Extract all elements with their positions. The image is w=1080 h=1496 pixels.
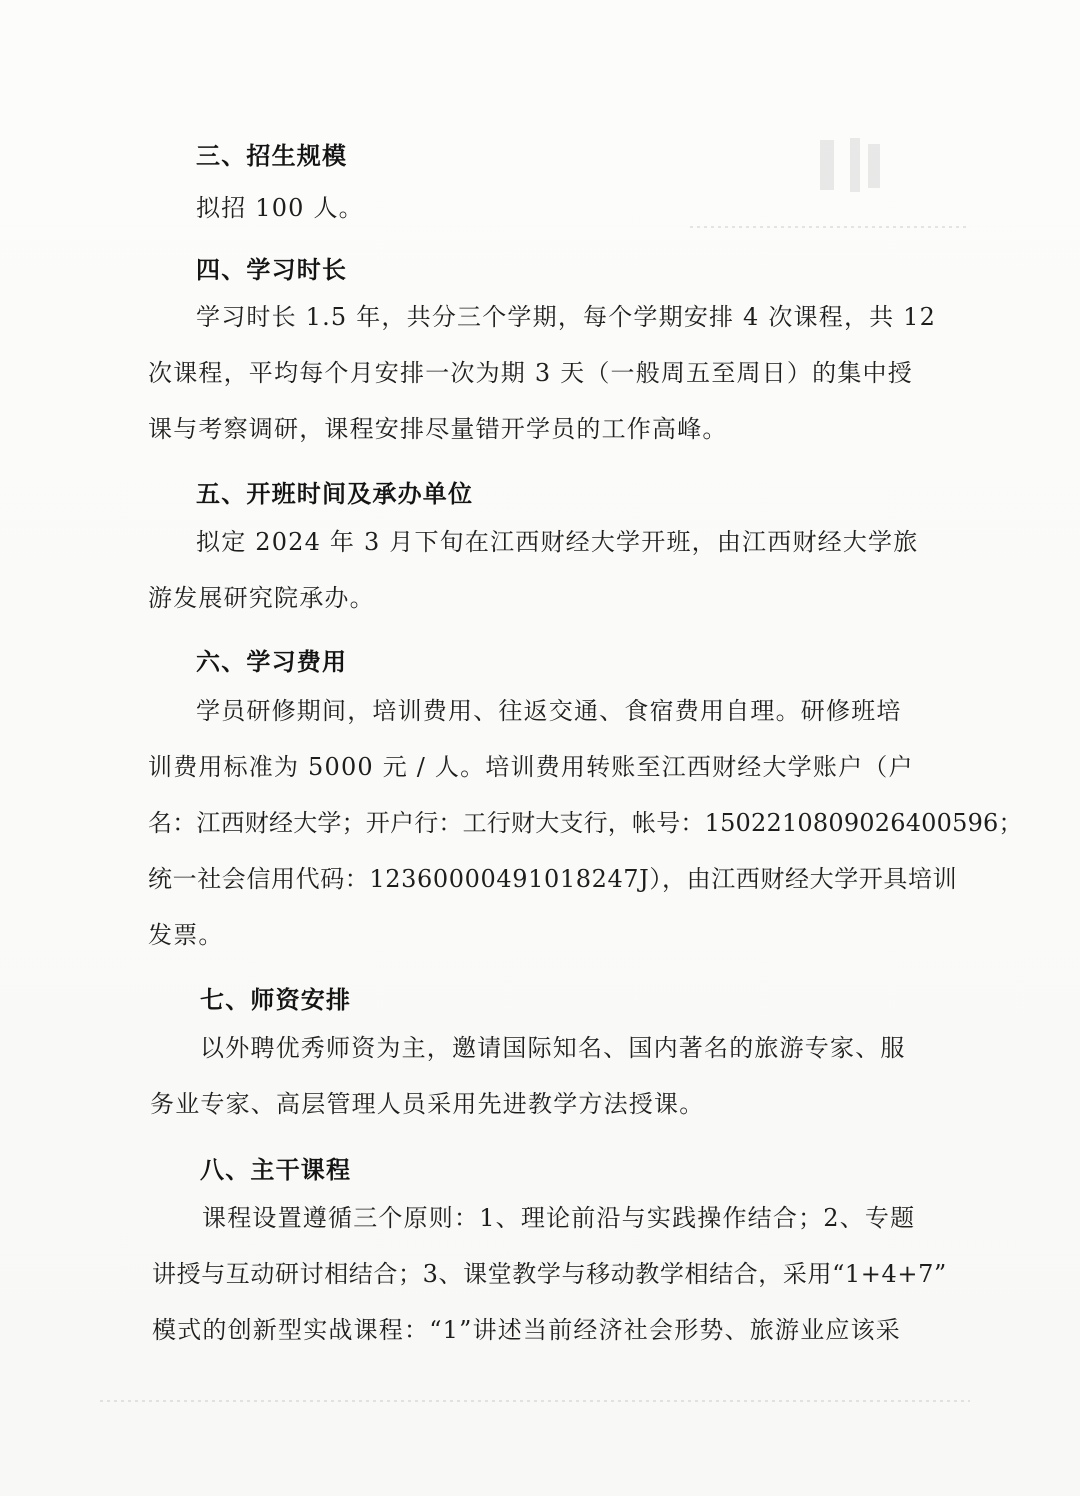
- text-line: 讲授与互动研讨相结合；3、课堂教学与移动教学相结合，采用“1+4+7”: [152, 1260, 947, 1288]
- section-heading-courses: 八、主干课程: [200, 1156, 352, 1184]
- section-heading-duration: 四、学习时长: [196, 256, 348, 284]
- section-body-enrollment: [196, 180, 364, 236]
- section-body-duration: [148, 289, 936, 457]
- section-heading-enrollment: 三、招生规模: [196, 142, 348, 170]
- section-heading-faculty: 七、师资安排: [200, 986, 352, 1014]
- text-line: 拟招 100 人。: [196, 194, 364, 222]
- text-line: 次课程，平均每个月安排一次为期 3 天（一般周五至周日）的集中授: [148, 359, 913, 387]
- section-body-fees: [148, 683, 1023, 963]
- text-line: 游发展研究院承办。: [148, 584, 375, 612]
- text-line: 以外聘优秀师资为主，邀请国际知名、国内著名的旅游专家、服: [200, 1034, 906, 1062]
- text-line: 统一社会信用代码：12360000491018247J），由江西财经大学开具培训: [148, 865, 958, 893]
- section-body-schedule: [148, 514, 918, 626]
- section-body-faculty: [150, 1020, 906, 1132]
- text-line: 名：江西财经大学；开户行：工行财大支行，帐号：1502210809026400596；: [148, 809, 1023, 837]
- section-heading-fees: 六、学习费用: [196, 648, 348, 676]
- text-line: 课程设置遵循三个原则：1、理论前沿与实践操作结合；2、专题: [202, 1204, 916, 1232]
- text-line: 学员研修期间，培训费用、往返交通、食宿费用自理。研修班培: [196, 697, 902, 725]
- text-line: 拟定 2024 年 3 月下旬在江西财经大学开班，由江西财经大学旅: [196, 528, 919, 556]
- section-heading-schedule: 五、开班时间及承办单位: [196, 480, 474, 508]
- text-line: 发票。: [148, 921, 224, 949]
- scan-artifact-line: [690, 226, 970, 228]
- text-line: 学习时长 1.5 年，共分三个学期，每个学期安排 4 次课程，共 12: [196, 303, 937, 331]
- scan-artifact-line: [100, 1400, 970, 1402]
- section-body-courses: [152, 1190, 947, 1358]
- text-line: 训费用标准为 5000 元 / 人。培训费用转账至江西财经大学账户（户: [148, 753, 914, 781]
- text-line: 模式的创新型实战课程：“1”讲述当前经济社会形势、旅游业应该采: [152, 1316, 902, 1344]
- text-line: 课与考察调研，课程安排尽量错开学员的工作高峰。: [148, 415, 728, 443]
- faint-stamp-mark: [810, 130, 890, 200]
- text-line: 务业专家、高层管理人员采用先进教学方法授课。: [150, 1090, 705, 1118]
